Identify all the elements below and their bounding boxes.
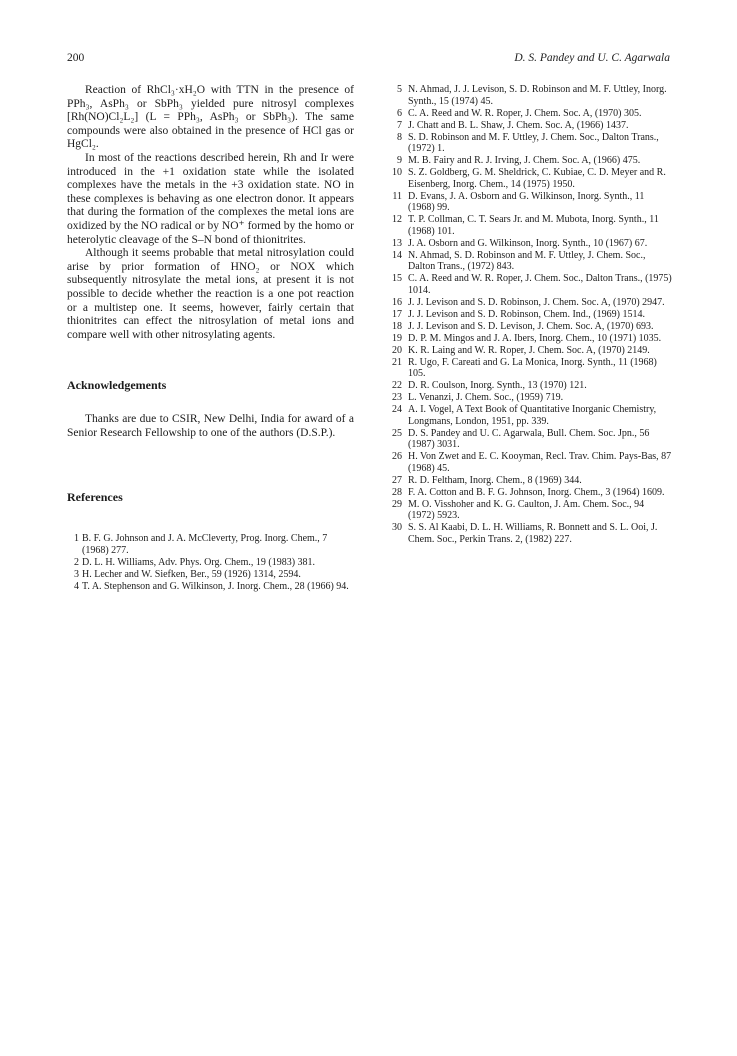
reference-text: J. A. Osborn and G. Wilkinson, Inorg. Synth., 10 (1967) 67. <box>408 237 648 249</box>
reference-number: 25 <box>392 427 402 439</box>
reference-number: 5 <box>397 84 402 95</box>
reference-number: 10 <box>392 167 402 178</box>
reference-item <box>390 214 673 237</box>
reference-item <box>390 392 673 404</box>
reference-item <box>67 581 354 593</box>
reference-text: M. B. Fairy and R. J. Irving, J. Chem. Soc. A, (1966) 475. <box>408 155 641 166</box>
reference-item <box>390 357 673 380</box>
reference-text: N. Ahmad, J. J. Levison, S. D. Robinson and M. F. Uttley, Inorg. Synth., 15 (1974) 45. <box>408 84 667 107</box>
reference-number: 15 <box>392 273 402 284</box>
reference-item <box>390 297 673 309</box>
reference-item <box>390 108 673 120</box>
reference-item <box>390 167 673 190</box>
reference-text: K. R. Laing and W. R. Roper, J. Chem. Soc. A, (1970) 2149. <box>408 344 650 356</box>
reference-text: S. S. Al Kaabi, D. L. H. Williams, R. Bonnett and S. L. Ooi, J. Chem. Soc., Perkin Trans. 2, (1982) 227. <box>408 522 658 545</box>
reference-text: T. A. Stephenson and G. Wilkinson, J. Inorg. Chem., 28 (1966) 94. <box>82 580 349 592</box>
reference-number: 8 <box>397 131 402 143</box>
reference-item <box>390 84 673 107</box>
reference-item <box>390 191 673 214</box>
reference-number: 4 <box>74 580 79 592</box>
reference-text: J. J. Levison and S. D. Robinson, Chem. Ind., (1969) 1514. <box>408 308 645 320</box>
body-paragraph-1: Reaction of RhCl₃·xH₂O with TTN in the presence of PPh₃, AsPh₃ or SbPh₃ yielded pure nitrosyl complexes [Rh(NO)Cl₂L₂] (L = PPh₃, AsPh₃ or SbPh₃). The same compounds were also obtained in the presence of HCl gas or HgCl₂. <box>67 84 354 151</box>
reference-text: M. O. Visshoher and K. G. Caulton, J. Am. Chem. Soc., 94 (1972) 5923. <box>408 498 645 521</box>
reference-item <box>390 238 673 250</box>
reference-item <box>390 404 673 427</box>
body-paragraph-3: Although it seems probable that metal nitrosylation could arise by prior formation of HNO₂ or NOX which subsequently nitrosylate the metal ions, at present it is not possible to decide whether the reaction is a one pot reaction or a multistep one. It seems, however, fairly certain that thionitrites can effect the nitrosylation of metal ions and compare well with other nitrosylating agents. <box>67 247 354 341</box>
reference-number: 1 <box>74 533 79 545</box>
reference-text: D. L. H. Williams, Adv. Phys. Org. Chem., 19 (1983) 381. <box>82 556 316 568</box>
reference-text: D. R. Coulson, Inorg. Synth., 13 (1970) 121. <box>408 380 587 391</box>
reference-text: R. Ugo, F. Careati and G. La Monica, Inorg. Synth., 11 (1968) 105. <box>408 356 657 379</box>
reference-text: D. P. M. Mingos and J. A. Ibers, Inorg. Chem., 10 (1971) 1035. <box>408 332 662 344</box>
reference-text: S. Z. Goldberg, G. M. Sheldrick, C. Kubiae, C. D. Meyer and R. Eisenberg, Inorg. Chem., 14 (1975) 1950. <box>408 167 666 190</box>
reference-number: 14 <box>392 249 402 261</box>
reference-item <box>67 557 354 569</box>
reference-item <box>390 475 673 487</box>
reference-text: B. F. G. Johnson and J. A. McCleverty, Prog. Inorg. Chem., 7 (1968) 277. <box>82 533 328 556</box>
reference-item <box>390 333 673 345</box>
references-heading: References <box>67 490 123 505</box>
acknowledgements-text: Thanks are due to CSIR, New Delhi, India for award of a Senior Research Fellowship to one of the authors (D.S.P.). <box>67 413 354 439</box>
reference-item <box>390 132 673 155</box>
reference-text: J. J. Levison and S. D. Levison, J. Chem. Soc. A, (1970) 693. <box>408 320 654 332</box>
reference-number: 19 <box>392 332 402 344</box>
reference-number: 9 <box>397 155 402 166</box>
reference-number: 7 <box>397 119 402 131</box>
reference-list-left <box>67 533 354 592</box>
reference-text: D. S. Pandey and U. C. Agarwala, Bull. Chem. Soc. Jpn., 56 (1987) 3031. <box>408 427 650 450</box>
reference-item <box>390 250 673 273</box>
reference-text: A. I. Vogel, A Text Book of Quantitative Inorganic Chemistry, Longmans, London, 1951, pp. 339. <box>408 404 657 427</box>
reference-number: 26 <box>392 451 402 462</box>
reference-text: C. A. Reed and W. R. Roper, J. Chem. Soc., Dalton Trans., (1975) 1014. <box>408 273 672 296</box>
reference-number: 6 <box>397 107 402 119</box>
page-number: 200 <box>67 52 85 64</box>
reference-text: L. Venanzi, J. Chem. Soc., (1959) 719. <box>408 392 564 403</box>
reference-item <box>390 522 673 545</box>
reference-text: S. D. Robinson and M. F. Uttley, J. Chem. Soc., Dalton Trans., (1972) 1. <box>408 131 659 154</box>
reference-item <box>67 533 354 556</box>
reference-item <box>390 309 673 321</box>
running-head: D. S. Pandey and U. C. Agarwala <box>514 52 670 64</box>
reference-text: N. Ahmad, S. D. Robinson and M. F. Uttley, J. Chem. Soc., Dalton Trans., (1972) 843. <box>408 249 646 272</box>
reference-list-right <box>390 84 673 545</box>
reference-text: H. Lecher and W. Siefken, Ber., 59 (1926) 1314, 2594. <box>82 568 301 580</box>
reference-item <box>390 499 673 522</box>
reference-number: 22 <box>392 380 402 391</box>
reference-number: 21 <box>392 356 402 368</box>
reference-number: 24 <box>392 404 402 415</box>
reference-item <box>390 487 673 499</box>
reference-item <box>390 428 673 451</box>
reference-text: F. A. Cotton and B. F. G. Johnson, Inorg. Chem., 3 (1964) 1609. <box>408 486 665 498</box>
reference-number: 28 <box>392 486 402 498</box>
reference-item <box>390 345 673 357</box>
reference-item <box>390 380 673 392</box>
reference-number: 13 <box>392 237 402 249</box>
reference-number: 12 <box>392 214 402 225</box>
reference-item <box>390 273 673 296</box>
reference-number: 27 <box>392 474 402 486</box>
reference-number: 29 <box>392 498 402 510</box>
reference-text: H. Von Zwet and E. C. Kooyman, Recl. Trav. Chim. Pays-Bas, 87 (1968) 45. <box>408 451 672 474</box>
reference-item <box>390 321 673 333</box>
reference-number: 2 <box>74 556 79 568</box>
right-column <box>390 84 673 546</box>
reference-text: T. P. Collman, C. T. Sears Jr. and M. Mubota, Inorg. Synth., 11 (1968) 101. <box>408 214 659 237</box>
reference-number: 23 <box>392 392 402 403</box>
body-paragraph-2: In most of the reactions described herein, Rh and Ir were introduced in the +1 oxidation state while the isolated complexes have the metals in the +3 oxidation state. NO in these complexes is behaving as one electron donor. It appears that during the formation of the complexes the metal ions are oxidized by the NO radical or by NO⁺ formed by the homo or heterolytic cleavage of the S–N bond of thionitrites. <box>67 151 354 246</box>
reference-number: 3 <box>74 568 79 580</box>
reference-item <box>390 120 673 132</box>
reference-text: C. A. Reed and W. R. Roper, J. Chem. Soc. A, (1970) 305. <box>408 107 642 119</box>
reference-number: 11 <box>392 190 402 202</box>
reference-item <box>67 569 354 581</box>
reference-number: 16 <box>392 296 402 308</box>
reference-number: 17 <box>392 308 402 320</box>
reference-number: 30 <box>392 522 402 533</box>
reference-text: D. Evans, J. A. Osborn and G. Wilkinson, Inorg. Synth., 11 (1968) 99. <box>408 190 645 213</box>
left-column <box>67 84 354 593</box>
reference-number: 18 <box>392 320 402 332</box>
reference-text: J. J. Levison and S. D. Robinson, J. Chem. Soc. A, (1970) 2947. <box>408 296 665 308</box>
acknowledgements-heading: Acknowledgements <box>67 378 167 393</box>
reference-text: R. D. Feltham, Inorg. Chem., 8 (1969) 344. <box>408 474 582 486</box>
reference-number: 20 <box>392 344 402 356</box>
reference-item <box>390 155 673 167</box>
reference-item <box>390 451 673 474</box>
reference-text: J. Chatt and B. L. Shaw, J. Chem. Soc. A, (1966) 1437. <box>408 119 629 131</box>
page-header <box>67 52 670 68</box>
